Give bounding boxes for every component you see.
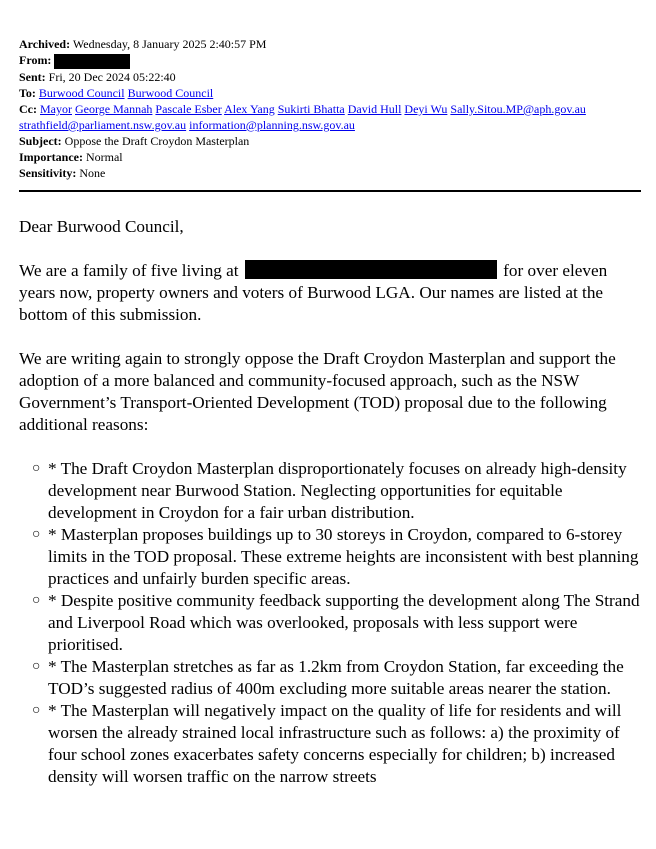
bullet-circle-icon: ○ <box>32 659 41 674</box>
intro-text-start: We are a family of five living at <box>19 261 239 280</box>
list-item <box>19 590 641 656</box>
intro-paragraph <box>19 260 641 326</box>
header-divider <box>19 190 641 192</box>
sensitivity-value: None <box>79 165 106 180</box>
list-item-text: * The Draft Croydon Masterplan disproportionately focuses on already high-density development near Burwood Station. Neglecting opportunities for equitable development in Croydon for a fair urban distribution. <box>48 459 627 522</box>
bullet-circle-icon: ○ <box>32 703 41 718</box>
cc-label: Cc: <box>19 101 37 116</box>
sensitivity-row <box>19 165 639 181</box>
cc-recipient-link[interactable]: information@planning.nsw.gov.au <box>189 117 355 132</box>
subject-value: Oppose the Draft Croydon Masterplan <box>64 133 250 148</box>
sent-value: Fri, 20 Dec 2024 05:22:40 <box>48 69 176 84</box>
list-item-text: * Despite positive community feedback supporting the development along The Strand and Liverpool Road which was overlooked, proposals with less support were prioritised. <box>48 591 640 654</box>
list-item-text: * The Masterplan will negatively impact on the quality of life for residents and will worsen the already strained local infrastructure such as follows: a) the proximity of four school zones exacerbates safety concerns especially for children; b) increased density will worsen traffic on the narrow streets <box>48 701 622 786</box>
archived-label: Archived: <box>19 37 71 51</box>
cc-recipient-link[interactable]: Pascale Esber <box>155 101 222 116</box>
cc-recipient-link[interactable]: Sukirti Bhatta <box>277 101 345 116</box>
sent-label: Sent: <box>19 69 46 84</box>
to-recipient-link[interactable]: Burwood Council <box>38 85 125 100</box>
importance-label: Importance: <box>19 149 83 164</box>
reasons-paragraph: We are writing again to strongly oppose the Draft Croydon Masterplan and support the adoption of a more balanced and community-focused approach, such as the NSW Government’s Transport-Oriented Development (TOD) proposal due to the following additional reasons: <box>19 349 616 434</box>
email-header <box>19 36 639 181</box>
to-label: To: <box>19 85 36 100</box>
cc-row <box>19 101 639 117</box>
list-item <box>19 700 641 788</box>
list-item <box>19 656 641 700</box>
from-label: From: <box>19 53 52 67</box>
subject-label: Subject: <box>19 133 62 148</box>
greeting: Dear Burwood Council, <box>19 217 184 236</box>
to-recipient-link[interactable]: Burwood Council <box>127 85 214 100</box>
cc-recipient-link[interactable]: Alex Yang <box>224 101 275 116</box>
email-body <box>19 216 641 788</box>
cc-recipient-link[interactable]: Mayor <box>40 101 72 116</box>
intro-text-end: for over eleven years now, property owners and voters of Burwood LGA. Our names are listed at the bottom of this submission. <box>19 261 608 324</box>
bullet-circle-icon: ○ <box>32 593 41 608</box>
list-item-text: * Masterplan proposes buildings up to 30 storeys in Croydon, compared to 6-storey limits in the TOD proposal. These extreme heights are inconsistent with best planning practices and unfairly burden specific areas. <box>48 525 639 588</box>
importance-value: Normal <box>85 149 123 164</box>
bullet-circle-icon: ○ <box>32 461 41 476</box>
cc-recipient-link[interactable]: David Hull <box>347 101 402 116</box>
cc-row-continued <box>19 117 639 133</box>
to-row <box>19 85 639 101</box>
reasons-list <box>19 458 641 788</box>
list-item-text: * The Masterplan stretches as far as 1.2km from Croydon Station, far exceeding the TOD’s suggested radius of 400m excluding more suitable areas nearer the station. <box>48 657 624 698</box>
redacted-address <box>245 260 497 279</box>
importance-row <box>19 149 639 165</box>
cc-recipient-link[interactable]: strathfield@parliament.nsw.gov.au <box>19 117 187 132</box>
sensitivity-label: Sensitivity: <box>19 165 77 180</box>
archived-row <box>19 36 639 52</box>
from-row <box>19 52 639 69</box>
sent-row <box>19 69 639 85</box>
list-item <box>19 524 641 590</box>
bullet-circle-icon: ○ <box>32 527 41 542</box>
redacted-sender <box>54 54 130 69</box>
cc-recipient-link[interactable]: Deyi Wu <box>404 101 448 116</box>
list-item <box>19 458 641 524</box>
cc-recipient-link[interactable]: George Mannah <box>75 101 153 116</box>
cc-recipient-link[interactable]: Sally.Sitou.MP@aph.gov.au <box>450 101 586 116</box>
archived-value: Wednesday, 8 January 2025 2:40:57 PM <box>72 37 267 51</box>
subject-row <box>19 133 639 149</box>
